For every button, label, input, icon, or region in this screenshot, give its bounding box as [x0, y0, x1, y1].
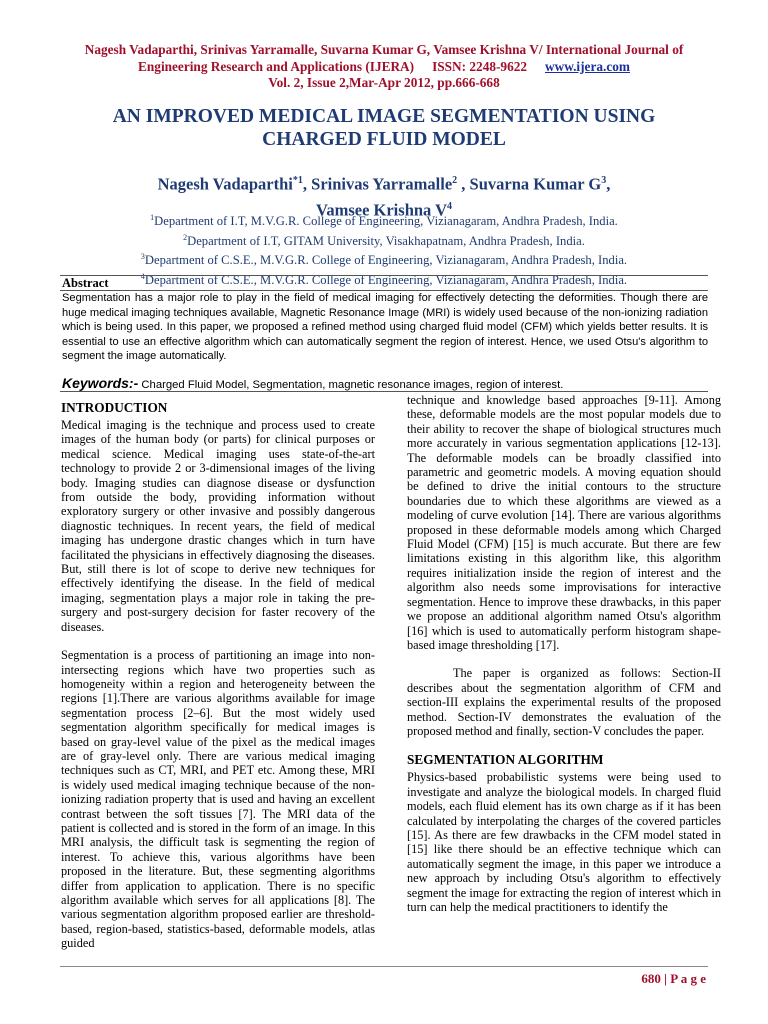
- title-line-1: AN IMPROVED MEDICAL IMAGE SEGMENTATION USING: [112, 106, 656, 127]
- author-4-sup: 4: [447, 200, 453, 212]
- journal-name: Engineering Research and Applications (IJERA): [138, 58, 415, 74]
- right-paragraph-2: The paper is organized as follows: Section-II describes about the segmentation algorithm of CFM and section-III explains the experimental results of the proposed method. Section-IV demonstrates the evaluation of the proposed method and finally, section-V concludes the paper.: [407, 666, 721, 738]
- author-3-end: ,: [606, 174, 611, 194]
- header-line-3: Vol. 2, Issue 2,Mar-Apr 2012, pp.666-668: [268, 75, 500, 91]
- author-3-sup: 3: [601, 175, 607, 186]
- left-column: [61, 400, 375, 951]
- keywords: [62, 375, 708, 391]
- journal-header: [30, 42, 738, 92]
- header-line-1: Nagesh Vadaparthi, Srinivas Yarramalle, Suvarna Kumar G, Vamsee Krishna V/ International Journal of: [84, 42, 684, 57]
- affiliation-3: [30, 249, 738, 269]
- right-paragraph-1: technique and knowledge based approaches [9-11]. Among these, deformable models are the most popular models due to their ability to recover the shape of biological structures much more accurately in various segmentation applications [12-13]. The deformable models can be broadly classified into parametric and geometric models. A moving equation should be defined to drive the initial contours to the structure boundaries due to which these algorithms are viewed as a modeling of curve evolution [14]. There are various algorithms proposed in these deformable models among which Charged Fluid Model (CFM) [15] is much accurate. But there are few limitations existing in this algorithm like, this algorithm requires initialization inside the region of interest and the algorithm also needs some improvisations for interactive segmentation. Hence to improve these drawbacks, in this paper we propose an additional algorithm named Otsu's algorithm [16] which is used to automatically perform histogram shape-based image thresholding [17].: [407, 393, 721, 652]
- affiliation-2-text: Department of I.T, GITAM University, Visakhapatnam, Andhra Pradesh, India.: [187, 233, 585, 248]
- affiliation-3-sup: 3: [140, 252, 145, 262]
- segmentation-algorithm-heading: SEGMENTATION ALGORITHM: [407, 752, 604, 768]
- right-paragraph-3: Physics-based probabilistic systems were being used to investigate and analyze the biological models. In charged fluid models, each fluid element has its own charge as if it has been calculated by interpolating the charges of the covered particles [15]. As there are few drawbacks in the CFM model stated in [15] like there should be an effective technique which can automatically segment the image, in this paper we introduce a new approach by including Otsu's algorithm to effectively segment the image for extracting the region of interest which in turn can help the medical practitioners to identify the: [407, 770, 721, 914]
- affiliation-1: [30, 210, 738, 230]
- affiliation-4: [30, 269, 738, 289]
- author-4: Vamsee Krishna V: [315, 200, 448, 219]
- footer-rule: [60, 966, 708, 967]
- intro-paragraph-2: Segmentation is a process of partitioning an image into non-intersecting regions which have two properties such as homogeneity within a region and heterogeneity between the regions [1].There are various algorithms available for image segmentation process [2–6]. But the most widely used segmentation algorithm specifically for medical images is based on gray-level value of the pixel as the medical images are of gray-level only. There are various medical imaging techniques such as CT, MRI, and PET etc. Among these, MRI is widely used medical imaging technique because of the non-ionizing radiation property that is used and having an excellent contrast between the soft tissues [7]. The MRI data of the patient is collected and is stored in the form of an image. In this MRI analysis, the difficult task is segmenting the region of interest. To achieve this, various algorithms have been proposed in the literature. But, these segmenting algorithms differ from application to application. There is no specific algorithm available which serves for all applications [8]. The various segmentation algorithm proposed earlier are threshold-based, region-based, statistics-based, deformable models, atlas guided: [61, 648, 375, 951]
- affiliation-4-sup: 4: [140, 272, 145, 282]
- author-2: , Srinivas Yarramalle: [302, 174, 453, 194]
- journal-website-link[interactable]: www.ijera.com: [545, 58, 630, 74]
- keywords-text: Charged Fluid Model, Segmentation, magnetic resonance images, region of interest.: [138, 379, 564, 391]
- author-2-sup: 2: [452, 175, 458, 186]
- author-3: , Suvarna Kumar G: [457, 174, 602, 194]
- authors-line-1: [30, 170, 738, 196]
- affiliation-list: [30, 210, 738, 289]
- header-line-2: [30, 59, 738, 76]
- issn: ISSN: 2248-9622: [432, 58, 528, 74]
- title-line-2: CHARGED FLUID MODEL: [262, 129, 506, 150]
- keywords-label: Keywords:-: [62, 375, 139, 391]
- affiliation-4-text: Department of C.S.E., M.V.G.R. College of Engineering, Vizianagaram, Andhra Pradesh, India.: [144, 273, 628, 288]
- abstract-body: Segmentation has a major role to play in the field of medical imaging for effectively detecting the deformities. Though there are huge medical imaging techniques available, Magnetic Resonance Image (MRI) is widely used because of the non-ionizing radiation which is being used. In this paper, we proposed a refined method using charged fluid model (CFM) which yields better results. It is essential to use an effective algorithm which can automatically segment the region of interest. Hence, we used Otsu's algorithm to segment the image automatically.: [62, 292, 708, 363]
- intro-paragraph-1: Medical imaging is the technique and process used to create images of the human body (or parts) for clinical purposes or medical science. Medical imaging uses state-of-the-art technology to provide 2 or 3-dimensional images of the living body. Imaging studies can diagnose disease or dysfunction from outside the body, providing information without exploratory surgery or other invasive and possibly dangerous diagnostic techniques. In recent years, the field of medical imaging has undergone drastic changes which in turn have facilitated the physicians in effectively diagnosing the diseases. But, still there is lot of scope to derive new techniques for effectively identifying the disease. In the field of medical imaging, segmentation plays a major role in taking the pre-surgery and post-surgery decision for faster recovery of the diseases.: [61, 418, 375, 634]
- paper-title: [30, 105, 738, 151]
- affiliation-2-sup: 2: [183, 232, 188, 242]
- abstract-top-rule: [60, 275, 708, 276]
- abstract-heading: Abstract: [62, 276, 109, 290]
- right-column: [407, 393, 721, 914]
- author-1-sup: *1: [292, 175, 303, 186]
- page-number: 680 | P a g e: [641, 971, 706, 986]
- author-1: Nagesh Vadaparthi: [157, 174, 293, 194]
- affiliation-1-text: Department of I.T, M.V.G.R. College of Engineering, Vizianagaram, Andhra Pradesh, India.: [154, 214, 618, 229]
- affiliation-1-sup: 1: [150, 213, 155, 222]
- keywords-rule: [60, 391, 708, 392]
- affiliation-3-text: Department of C.S.E., M.V.G.R. College of Engineering, Vizianagaram, Andhra Pradesh, India.: [144, 253, 628, 268]
- affiliation-2: [30, 230, 738, 250]
- introduction-heading: INTRODUCTION: [61, 400, 168, 415]
